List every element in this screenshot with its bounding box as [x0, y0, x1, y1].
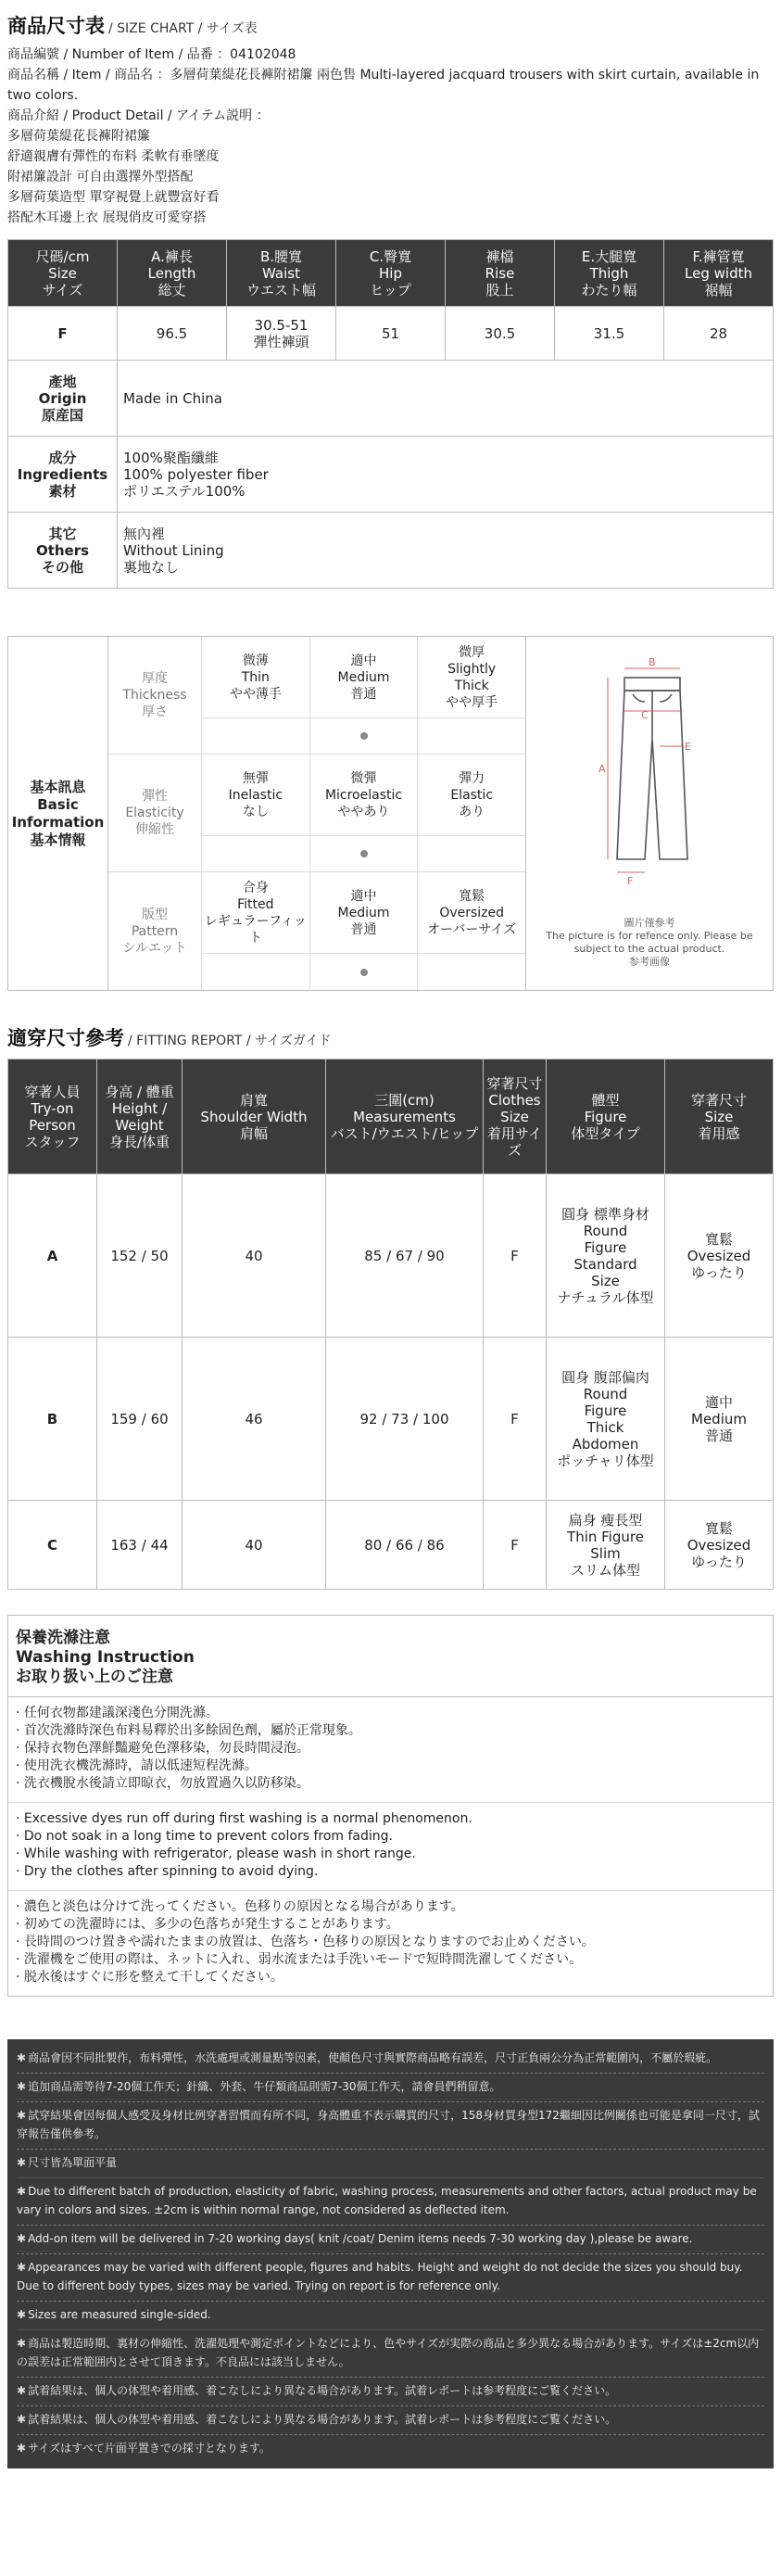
washing-line: · 長時間のつけ置きや濡れたままの放置は、色落ち・色移りの原因となりますのでお止めください。 — [16, 1935, 595, 1949]
basic-info-section — [7, 636, 774, 991]
selected-dot-icon — [360, 732, 368, 740]
pattern-row — [108, 872, 525, 990]
washing-line: · 任何衣物都建議深淺色分開洗滌。 — [16, 1706, 219, 1720]
elasticity-option: 微彈 Microelastic ややあり — [309, 755, 418, 836]
header-person: 穿著人員 Try-on Person スタッフ — [8, 1060, 97, 1174]
rating-slot — [309, 718, 418, 754]
fitting-cell: 40 — [183, 1174, 326, 1338]
star-icon: ✱ — [17, 2109, 27, 2122]
info-line: 附裙簾設計 可自由選擇外型搭配 — [7, 170, 194, 184]
fitting-cell: 適中 Medium 普通 — [665, 1338, 774, 1501]
pattern-option: 合身 Fitted レギュラーフィット — [201, 872, 309, 954]
notes-group-en — [17, 2178, 764, 2330]
fitting-cell: F — [484, 1338, 547, 1501]
info-line: 商品編號 / Number of Item / 品番 ：04102048 — [7, 47, 296, 62]
washing-line: · 初めての洗濯時には、多少の色落ちが発生することがあります。 — [16, 1917, 399, 1932]
diagram-caption: 圖片僅參考 The picture is for refence only. Please be subject to the actual product. 参考画像 — [546, 917, 753, 968]
header-size: 尺碼/cm Size サイズ — [8, 240, 118, 307]
fitting-table — [7, 1059, 774, 1590]
star-icon: ✱ — [17, 2080, 27, 2093]
fitting-cell: B — [8, 1338, 97, 1501]
thickness-row — [108, 637, 525, 755]
size-cell: 96.5 — [118, 307, 227, 361]
note-item: ✱ 追加商品需等待7-20個工作天；針織、外套、牛仔類商品則需7-30個工作天，請會員們稍留意。 — [17, 2074, 764, 2102]
ingredients-value: 100%聚酯纖維 100% polyester fiber ポリエステル100% — [118, 437, 774, 513]
trousers-outline-icon — [526, 637, 775, 915]
size-cell: 30.5 — [446, 307, 555, 361]
header-fit: 穿著尺寸 Size 着用感 — [665, 1060, 774, 1174]
washing-line: · 脱水後はすぐに形を整えて干してください。 — [16, 1970, 283, 1985]
fitting-cell: F — [484, 1174, 547, 1338]
diagram-label: E — [685, 741, 691, 753]
fitting-row-b — [8, 1338, 774, 1501]
note-item: ✱ Appearances may be varied with different people, figures and habits. Height and weight do not decide the sizes you should buy. Due to different body types, sizes may be varied. Trying on report is for reference only. — [17, 2254, 764, 2302]
info-line: 商品名稱 / Item / 商品名 ：多層荷葉緹花長褲附裙簾 兩色售 Multi-layered jacquard trousers with skirt curtain, available in two colors. — [7, 68, 760, 103]
star-icon: ✱ — [17, 2308, 27, 2321]
fitting-cell: 寬鬆 Ovesized ゆったり — [665, 1174, 774, 1338]
rating-slot — [309, 836, 418, 871]
header-figure: 體型 Figure 体型タイプ — [547, 1060, 665, 1174]
star-icon: ✱ — [17, 2185, 27, 2198]
size-table-header — [8, 240, 774, 307]
size-cell: 51 — [336, 307, 446, 361]
washing-group-en — [8, 1803, 773, 1891]
origin-value: Made in China — [118, 361, 774, 437]
elasticity-option: 彈力 Elastic あり — [417, 755, 525, 836]
fitting-cell: 152 / 50 — [97, 1174, 183, 1338]
header-measurements: 三圍(cm) Measurements バスト/ウエスト/ヒップ — [326, 1060, 484, 1174]
washing-line: · 洗濯機をご使用の際は、ネットに入れ、弱水流または手洗いモードで短時間洗濯してください。 — [16, 1952, 583, 1967]
thickness-option: 微厚 Slightly Thick やや厚手 — [417, 637, 525, 718]
fitting-cell: 圓身 腹部偏肉 Round Figure Thick Abdomen ポッチャリ体型 — [547, 1338, 665, 1501]
washing-box — [7, 1615, 774, 1997]
selected-dot-icon — [360, 850, 368, 857]
washing-group-jp — [8, 1891, 773, 1996]
note-item: ✱ 商品は製造時期、裏材の伸縮性、洗濯処理や測定ポイントなどにより、色やサイズが実際の商品と多少異なる場合があります。サイズは±2cm以内の誤差は正常範囲内とさせて頂きます。不良品には該当しません。 — [17, 2330, 764, 2378]
basic-info-title: 基本訊息 Basic Information 基本情報 — [8, 637, 108, 990]
selected-dot-icon — [360, 969, 368, 976]
fitting-cell: 圓身 標準身材 Round Figure Standard Size ナチュラル体型 — [547, 1174, 665, 1338]
diagram-label: B — [649, 656, 656, 668]
washing-line: · 保持衣物色澤鮮豔避免色澤移染，勿長時間浸泡。 — [16, 1741, 309, 1756]
header-height-weight: 身高 / 體重 Height / Weight 身長/体重 — [97, 1060, 183, 1174]
rating-slot — [201, 954, 309, 990]
notes-section — [7, 2039, 774, 2468]
washing-title: 保養洗滌注意 Washing Instruction お取り扱い上のご注意 — [8, 1616, 773, 1697]
fitting-cell: 92 / 73 / 100 — [326, 1338, 484, 1501]
washing-group-cn — [8, 1697, 773, 1803]
trousers-diagram — [525, 637, 773, 990]
ingredients-row — [8, 437, 774, 513]
pattern-option: 寬鬆 Oversized オーバーサイズ — [417, 872, 525, 954]
note-item: ✱ 試穿結果會因每個人感受及身材比例穿著習慣而有所不同，身高體重不表示購買的尺寸，158身材買身型172繼細因比例關係也可能是拿同一尺寸，試穿報告僅供參考。 — [17, 2102, 764, 2150]
size-cell: F — [8, 307, 118, 361]
note-item: ✱ 商品會因不同批製作，布料彈性，水洗處理或測量點等因素，使顏色尺寸與實際商品略有誤差，尺寸正負兩公分為正常範圍內，不屬於瑕疵。 — [17, 2045, 764, 2074]
fitting-cell: 85 / 67 / 90 — [326, 1174, 484, 1338]
info-line: 搭配木耳邊上衣 展現俏皮可愛穿搭 — [7, 210, 207, 225]
size-table — [7, 239, 774, 589]
star-icon: ✱ — [17, 2232, 27, 2245]
notes-box — [7, 2039, 774, 2468]
elasticity-row — [108, 755, 525, 872]
header-length: A.褲長 Length 総丈 — [118, 240, 227, 307]
size-chart-title: 商品尺寸表 / SIZE CHART / サイズ表 — [7, 15, 258, 37]
fitting-cell: 扁身 瘦長型 Thin Figure Slim スリム体型 — [547, 1501, 665, 1590]
origin-label: 產地 Origin 原産国 — [8, 361, 118, 437]
washing-line: · Excessive dyes run off during first washing is a normal phenomenon. — [16, 1811, 472, 1826]
fitting-cell: 163 / 44 — [97, 1501, 183, 1590]
star-icon: ✱ — [17, 2261, 27, 2274]
fitting-title: 適穿尺寸參考 / FITTING REPORT / サイズガイド — [7, 1027, 332, 1049]
washing-line: · 洗衣機脫水後請立即晾衣，勿放置過久以防移染。 — [16, 1776, 309, 1791]
origin-row — [8, 361, 774, 437]
rating-slot — [417, 836, 525, 871]
header-shoulder: 肩寬 Shoulder Width 肩幅 — [183, 1060, 326, 1174]
product-info — [7, 44, 774, 228]
basic-info-grid — [108, 637, 525, 990]
fitting-cell: A — [8, 1174, 97, 1338]
star-icon: ✱ — [17, 2442, 27, 2455]
note-item: ✱ 尺寸皆為單面平量 — [17, 2156, 118, 2169]
header-leg-width: F.褲管寬 Leg width 裾幅 — [664, 240, 774, 307]
washing-line: · Dry the clothes after spinning to avoid dying. — [16, 1864, 319, 1879]
fitting-cell: 40 — [183, 1501, 326, 1590]
thickness-option: 適中 Medium 普通 — [309, 637, 418, 718]
note-item: ✱ 試着結果は、個人の体型や着用感、着こなしにより異なる場合があります。試着レポートは参考程度にご覧ください。 — [17, 2406, 764, 2435]
rating-slot — [201, 836, 309, 871]
size-cell: 30.5-51 彈性褲頭 — [227, 307, 336, 361]
diagram-label: C — [641, 709, 649, 721]
header-rise: 褲檔 Rise 股上 — [446, 240, 555, 307]
thickness-option: 微薄 Thin やや薄手 — [201, 637, 309, 718]
header-hip: C.臀寬 Hip ヒップ — [336, 240, 446, 307]
star-icon: ✱ — [17, 2337, 27, 2350]
info-line: 多層荷葉造型 單穿視覺上就豐富好看 — [7, 190, 220, 205]
fitting-cell: 寬鬆 Ovesized ゆったり — [665, 1501, 774, 1590]
size-row-f — [8, 307, 774, 361]
washing-line: · Do not soak in a long time to prevent colors from fading. — [16, 1829, 393, 1844]
ingredients-label: 成分 Ingredients 素材 — [8, 437, 118, 513]
fitting-cell: 159 / 60 — [97, 1338, 183, 1501]
notes-group-jp — [17, 2330, 764, 2463]
rating-slot — [201, 718, 309, 754]
others-label: 其它 Others その他 — [8, 513, 118, 589]
header-clothes-size: 穿著尺寸 Clothes Size 着用サイズ — [484, 1060, 547, 1174]
star-icon: ✱ — [17, 2051, 27, 2064]
diagram-label: A — [598, 763, 606, 775]
rating-slot — [309, 954, 418, 990]
info-line: 商品介紹 / Product Detail / アイテム説明 ： — [7, 108, 270, 123]
note-item: ✱ 試着結果は、個人の体型や着用感、着こなしにより異なる場合があります。試着レポートは参考程度にご覧ください。 — [17, 2378, 764, 2406]
washing-section — [7, 1615, 774, 1997]
fitting-cell: C — [8, 1501, 97, 1590]
notes-group-cn — [17, 2045, 764, 2178]
pattern-option: 適中 Medium 普通 — [309, 872, 418, 954]
fitting-row-c — [8, 1501, 774, 1590]
info-line: 多層荷葉緹花長褲附裙簾 — [7, 129, 150, 144]
star-icon: ✱ — [17, 2384, 27, 2397]
star-icon: ✱ — [17, 2156, 27, 2169]
fitting-header — [8, 1060, 774, 1174]
fitting-cell: F — [484, 1501, 547, 1590]
rating-slot — [417, 954, 525, 990]
header-thigh: E.大腿寬 Thigh わたり幅 — [555, 240, 664, 307]
size-chart-section — [7, 11, 774, 589]
elasticity-label: 彈性 Elasticity 伸縮性 — [125, 789, 184, 837]
fitting-cell: 46 — [183, 1338, 326, 1501]
info-line: 舒適親膚有彈性的布料 柔軟有垂墜度 — [7, 149, 220, 164]
others-row — [8, 513, 774, 589]
pattern-label: 版型 Pattern シルエット — [122, 907, 187, 956]
others-value: 無內裡 Without Lining 裏地なし — [118, 513, 774, 589]
star-icon: ✱ — [17, 2413, 27, 2426]
diagram-label: F — [627, 875, 634, 887]
fitting-cell: 80 / 66 / 86 — [326, 1501, 484, 1590]
elasticity-option: 無彈 Inelastic なし — [201, 755, 309, 836]
note-item: ✱ Sizes are measured single-sided. — [17, 2308, 211, 2321]
washing-line: · 使用洗衣機洗滌時，請以低速短程洗滌。 — [16, 1758, 258, 1773]
size-cell: 28 — [664, 307, 774, 361]
header-waist: B.腰寬 Waist ウエスト幅 — [227, 240, 336, 307]
rating-slot — [417, 718, 525, 754]
washing-line: · While washing with refrigerator, please wash in short range. — [16, 1846, 416, 1861]
size-cell: 31.5 — [555, 307, 664, 361]
note-item: ✱ Add-on item will be delivered in 7-20 working days( knit /coat/ Denim items needs 7-30 working day ),please be aware. — [17, 2226, 764, 2254]
fitting-section — [7, 1023, 774, 1590]
note-item: ✱ Due to different batch of production, elasticity of fabric, washing process, measurements and other factors, actual product may be vary in colors and sizes. ±2cm is within normal range, not considered as deflected item. — [17, 2178, 764, 2226]
fitting-row-a — [8, 1174, 774, 1338]
note-item: ✱ サイズはすべて片面平置きでの採寸となります。 — [17, 2442, 271, 2455]
washing-line: · 首次洗滌時深色布料易釋於出多餘固色劑，屬於正常現象。 — [16, 1723, 361, 1738]
thickness-label: 厚度 Thickness 厚さ — [122, 671, 187, 719]
washing-line: · 濃色と淡色は分けて洗ってください。色移りの原因となる場合があります。 — [16, 1899, 464, 1914]
basic-info-box — [7, 636, 774, 991]
